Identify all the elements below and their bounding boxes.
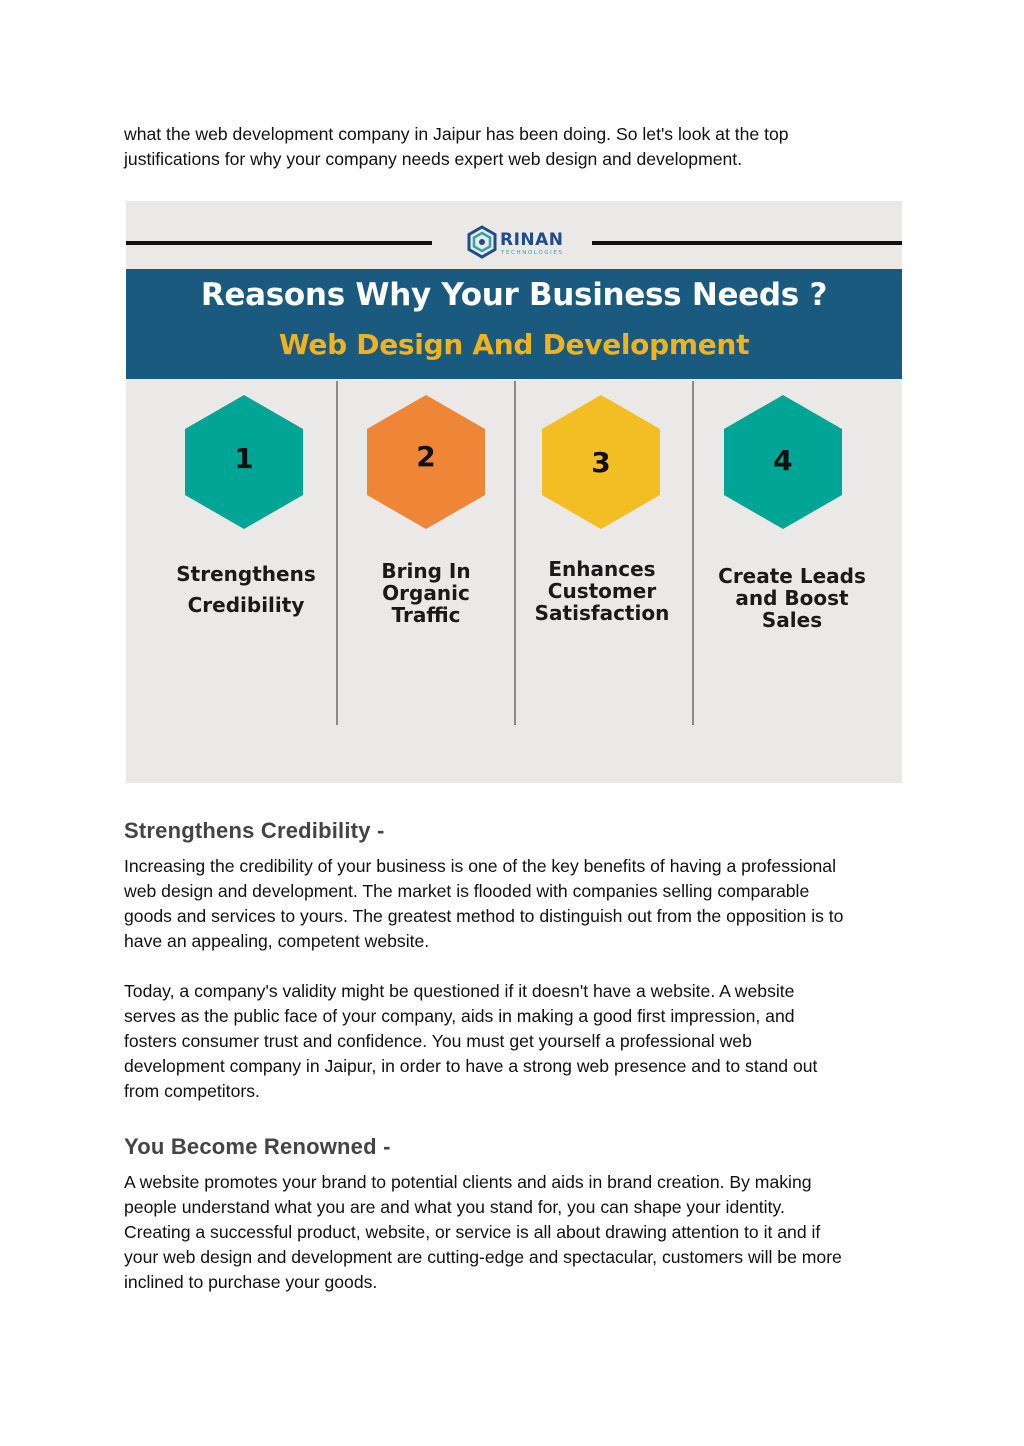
logo-subtext: TECHNOLOGIES bbox=[501, 250, 564, 256]
infographic-banner bbox=[126, 269, 902, 379]
reason-1-label bbox=[161, 559, 331, 621]
header-rule-right bbox=[592, 241, 902, 245]
header-rule-left bbox=[126, 241, 432, 245]
paragraph-line: have an appealing, competent website. bbox=[124, 931, 430, 951]
rinan-logo-icon bbox=[466, 225, 498, 259]
column-divider bbox=[514, 381, 516, 725]
section-heading-strengthens-credibility: Strengthens Credibility - bbox=[124, 818, 385, 843]
paragraph-line: your web design and development are cutting-edge and spectacular, customers will be more bbox=[124, 1247, 842, 1267]
paragraph-line: Increasing the credibility of your business is one of the key benefits of having a professional bbox=[124, 856, 836, 876]
reason-3-hexagon bbox=[541, 394, 661, 530]
reason-number: 2 bbox=[416, 440, 436, 473]
reason-1-hexagon bbox=[184, 394, 304, 530]
paragraph-line: A website promotes your brand to potential clients and aids in brand creation. By making bbox=[124, 1172, 812, 1192]
reason-label-line: Satisfaction bbox=[534, 601, 670, 625]
reason-2-label bbox=[341, 560, 511, 626]
reason-label-line: Sales bbox=[761, 608, 823, 632]
section-1-paragraph-2 bbox=[124, 979, 904, 1104]
paragraph-line: serves as the public face of your company, aids in making a good first impression, and bbox=[124, 1006, 795, 1026]
reason-label-line: Organic bbox=[382, 581, 470, 605]
infographic-title: Reasons Why Your Business Needs ? bbox=[200, 277, 828, 313]
paragraph-line: Creating a successful product, website, or service is all about drawing attention to it and if bbox=[124, 1222, 821, 1242]
reason-number: 1 bbox=[234, 442, 254, 475]
paragraph-line: from competitors. bbox=[124, 1081, 260, 1101]
paragraph-line: inclined to purchase your goods. bbox=[124, 1272, 378, 1292]
reason-label-line: Create Leads bbox=[718, 564, 866, 588]
paragraph-line: Today, a company's validity might be questioned if it doesn't have a website. A website bbox=[124, 981, 795, 1001]
reasons-infographic bbox=[126, 201, 902, 783]
section-2-paragraph-1 bbox=[124, 1170, 904, 1295]
column-divider bbox=[692, 381, 694, 725]
reason-number: 4 bbox=[773, 444, 793, 477]
logo-wordmark: RINAN bbox=[500, 230, 564, 250]
reason-label-line: Enhances bbox=[548, 557, 656, 581]
reason-label-line: Strengthens bbox=[176, 562, 316, 586]
reason-label-line: Bring In bbox=[381, 559, 471, 583]
reason-number: 3 bbox=[591, 446, 611, 479]
intro-paragraph bbox=[124, 122, 904, 172]
reason-label-line: and Boost bbox=[735, 586, 849, 610]
reason-4-hexagon bbox=[723, 394, 843, 530]
column-divider bbox=[336, 381, 338, 725]
paragraph-line: fosters consumer trust and confidence. You must get yourself a professional web bbox=[124, 1031, 752, 1051]
reason-2-hexagon bbox=[366, 394, 486, 530]
paragraph-line: people understand what you are and what you stand for, you can shape your identity. bbox=[124, 1197, 785, 1217]
reason-label-line: Customer bbox=[547, 579, 657, 603]
paragraph-line: development company in Jaipur, in order to have a strong web presence and to stand out bbox=[124, 1056, 818, 1076]
section-heading-you-become-renowned: You Become Renowned - bbox=[124, 1134, 391, 1159]
reason-label-line: Traffic bbox=[391, 603, 461, 627]
rinan-logo bbox=[466, 225, 576, 261]
reason-4-label bbox=[707, 565, 877, 631]
reason-label-line: Credibility bbox=[187, 593, 305, 617]
intro-line: justifications for why your company needs expert web design and development. bbox=[124, 149, 743, 169]
reason-3-label bbox=[517, 558, 687, 624]
paragraph-line: web design and development. The market is flooded with companies selling comparable bbox=[124, 881, 810, 901]
infographic-subtitle: Web Design And Development bbox=[278, 328, 750, 361]
intro-line: what the web development company in Jaipur has been doing. So let's look at the top bbox=[124, 124, 789, 144]
section-1-paragraph-1 bbox=[124, 854, 904, 954]
paragraph-line: goods and services to yours. The greatest method to distinguish out from the opposition is to bbox=[124, 906, 844, 926]
